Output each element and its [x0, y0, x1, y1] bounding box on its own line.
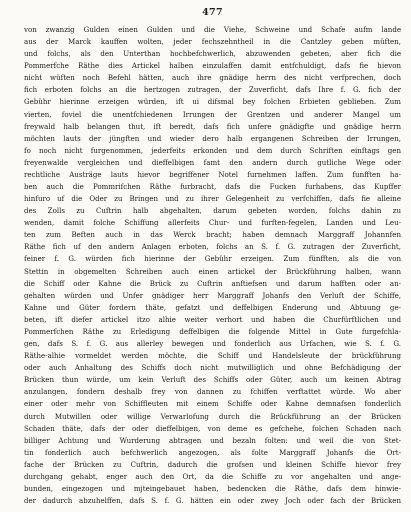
text-line: und folchs, als den Unterthan hochbefchwerlich, abzuwenden gebeten, aber fich die [24, 49, 401, 59]
text-line: gehalten würden und Unfer gnädiger herr Marggraff Johanfs den Verluft der Schiffe, [24, 290, 401, 300]
text-line: des Zolls zu Cuftrin halb abgehalten, darum gebeten worden, folchs dahin zu [24, 206, 401, 216]
text-line: beten, ift diefer artickel itzo alhie weiter verhort und haben die Churfürftlichen und [24, 314, 401, 324]
text-line: nicht wüften noch Befehl hätten, auch ihre gnädige herrn des nicht verfprechen, doch [24, 73, 401, 83]
text-line: billiger Achtung und Wurderung abtragen und bezaln folten: und weil die von Stet- [24, 435, 401, 445]
text-line: Kahne und Güter fordern thäte, gefatzt und deffelbigen Enderung und Abtuung ge- [24, 302, 401, 312]
text-line: Stettin in obgemelten Schreiben auch einen artickel der Brückführung halben, wann [24, 266, 401, 276]
text-line: freywald halb belangen thut, ift beredt, dafs fich unfere gnädigfte und gnädige herrn [24, 121, 401, 131]
text-line: bunden, eingezogen und mjteingebauet haben, bedencken die Räthe, dafs dem hinwie- [24, 483, 401, 493]
text-line: oder auch Anhaltung des Schiffs doch nicht mutwilliglich und ohne Befchädigung der [24, 363, 401, 373]
text-line: durch Mutwillen oder willige Verwarlofung durch die Brückführung an der Brücken [24, 411, 401, 421]
text-line: aus der Marck kauffen wolten, jeder fechszehntheil in die Cantzley geben müften, [24, 37, 401, 47]
text-line: fich erboten folchs an die hertzogen zutragen, der Zuverficht, dafs Ihre f. G. fich der [24, 85, 401, 95]
text-line: gen, dafs S. f. G. aus allerley bewegen und fonderlich aus Urfachen, wie S. f. G. [24, 339, 401, 349]
text-line: Pommerfche Räthe dies Artickel halben einzulaffen damit entfchuldigt, dafs fie hievon [24, 61, 401, 71]
text-line: wenden, damit folche Schiffung allerfeits Chur- und furften-fegelen, Landen und Leu- [24, 218, 401, 228]
text-line: Schaden thäte, dafs der oder dieffelbigen, von deme es gefchehe, folchen Schaden nach [24, 423, 401, 433]
text-line: vierten, foviel die unentfchiedenen Irrungen der Grentzen und anderer Mangel um [24, 109, 401, 119]
text-line: der dadurch abzuhelffen, dafs S. f. G. hätten ein oder zwey Joch oder fach der Brücken [24, 496, 401, 506]
text-line: Räthe fich uf den andern Anlagen erboten, folchs an S. f. G. zutragen der Zuverficht, [24, 242, 401, 252]
text-line: die Schiff oder Kahne die Brück zu Cuftrin anftiefsen und darum hafften oder an- [24, 278, 401, 288]
text-line: tin fonderlich auch befchwerlich angezogen, als folte Marggraff Johanfs die Ort- [24, 447, 401, 457]
body-text [24, 24, 401, 507]
text-line: rechtliche Austräge lauts hievor begriffener Notel furnehmen laffen. Zum funfften ha- [24, 169, 401, 179]
text-line: fache der Brücken zu Cuftrin, dadurch die grofsen und kleinen Schiffe hievor frey [24, 459, 401, 469]
text-line: Pommerfchen Räthe zu Erledigung deffelbigen die folgende Mittel in Gute furgefchla- [24, 326, 401, 336]
text-line: Gebühr hierinne erzeigen würden, ift ui difsmal bey folchen Erbieten geblieben. Zum [24, 97, 401, 107]
text-line: fo noch nicht furgenommen, jederfeits erkonden und dem durch Schriften einftags gen [24, 145, 401, 155]
page-number: 477 [202, 7, 223, 18]
text-line: ben auch die Pommrifchen Räthe furbracht, dafs die Fucken furhabens, das Kupffer [24, 182, 401, 192]
text-line: von zwanzig Gulden einen Gulden und die Viehe, Schweine und Schafe aufm lande [24, 25, 401, 34]
text-line: möchten lauts der jüngften und wieder dero halb ergangenen Schreiben der Irrungen, [24, 133, 401, 143]
text-line: durchgang gehabt, enger auch den Ort, da die Schiffe zu vor angehalten und ange- [24, 471, 401, 481]
text-line: einer oder mehr von Schiffleuten mit einem Schiffe oder Kahne demnafsen fonderlich [24, 399, 401, 409]
text-line: feiner f. G. würden fich hierinne der Gebühr erzeigen. Zum fünfften, als die von [24, 254, 401, 264]
text-line: freyenwalde vergleichen und dieffelbigen famt den andern durch gutliche Wege oder [24, 157, 401, 167]
text-line: Brücken thun würde, um kein Verluft des Schiffs oder Güter, auch um keinen Abtrag [24, 375, 401, 385]
text-line: ten zum Beften auch in das Werck bracht; haben demnach Marggraff Johannfen [24, 230, 401, 240]
text-line: anzulangen, fondern deshalb frey von dannen zu fchiffen verftattet würde. Wo aber [24, 387, 401, 397]
text-line: hinfuro uf die Oder zu Bringen und zu ihrer Gelegenheit zu verfchiffen, dafs fie alleine [24, 194, 401, 204]
text-line: Räthe-alhie vormeldet werden möchte, die Schiff und Handelsleute der brückführung [24, 351, 401, 361]
